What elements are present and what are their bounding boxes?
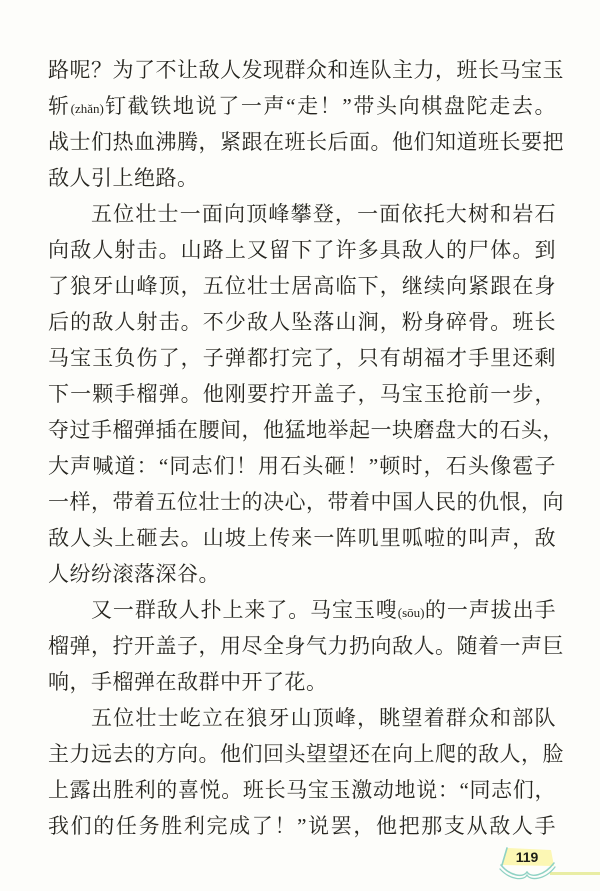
text-segment: 夺过手榴弹插在腰间，他猛地举起一块磨盘大的石头， [48,418,564,442]
text-line [48,376,556,412]
text-segment: 马宝玉负伤了，子弹都打完了，只有胡福才手里还剩 [48,346,556,370]
text-line [48,808,556,844]
text-segment: 向敌人射击。山路上又留下了许多具敌人的尸体。到 [48,238,556,262]
text-line [48,52,564,88]
text-line [48,268,556,304]
text-segment: 响，手榴弹在敌群中开了花。 [48,670,328,694]
text-line [48,88,556,124]
text-segment: 我们的任务胜利完成了！”说罢，他把那支从敌人手 [48,814,556,838]
text-segment: 主力远去的方向。他们回头望望还在向上爬的敌人，脸 [48,742,564,766]
text-segment: 后的敌人射击。不少敌人坠落山涧，粉身碎骨。班长 [48,310,556,334]
text-line [48,628,564,664]
text-segment: 上露出胜利的喜悦。班长马宝玉激动地说：“同志们， [48,778,556,802]
text-line [48,736,564,772]
text-segment: 下一颗手榴弹。他刚要拧开盖子，马宝玉抢前一步， [48,382,556,406]
text-block [48,52,564,844]
text-line [48,700,556,736]
text-line [48,664,556,700]
text-segment: 的一声拔出手 [424,598,556,622]
text-line [48,484,564,520]
text-segment: 五位壮士屹立在狼牙山顶峰，眺望着群众和部队 [91,706,556,730]
text-segment: 敌人头上砸去。山坡上传来一阵叽里呱啦的叫声，敌 [48,526,556,550]
text-segment: 斩 [48,94,71,118]
page-number-badge [497,847,557,883]
text-segment: 五位壮士一面向顶峰攀登，一面依托大树和岩石 [91,202,556,226]
text-line [48,340,556,376]
pinyin-annotation: (zhǎn) [70,101,104,116]
text-line [48,556,556,592]
text-line [48,772,556,808]
text-segment: 人纷纷滚落深谷。 [48,562,220,586]
text-line [48,160,556,196]
text-line [48,412,564,448]
text-line [48,448,556,484]
text-segment: 大声喊道：“同志们！用石头砸！”顿时，石头像雹子 [48,454,556,478]
footer-decoration-line [550,872,600,875]
page-number: 119 [515,849,539,865]
text-line [48,232,556,268]
text-line [48,124,564,160]
text-segment: 路呢？为了不让敌人发现群众和连队主力，班长马宝玉 [48,58,564,82]
pinyin-annotation: (sōu) [397,605,425,620]
text-segment: 战士们热血沸腾，紧跟在班长后面。他们知道班长要把 [48,130,564,154]
text-segment: 钉截铁地说了一声“走！”带头向棋盘陀走去。 [103,94,557,118]
text-line [48,304,556,340]
text-segment: 了狼牙山峰顶，五位壮士居高临下，继续向紧跟在身 [48,274,556,298]
text-line [48,196,556,232]
text-line [48,592,556,628]
text-segment: 榴弹，拧开盖子，用尽全身气力扔向敌人。随着一声巨 [48,634,564,658]
text-segment: 又一群敌人扑上来了。马宝玉嗖 [91,598,398,622]
text-line [48,520,556,556]
text-segment: 敌人引上绝路。 [48,166,199,190]
text-segment: 一样，带着五位壮士的决心，带着中国人民的仇恨，向 [48,490,564,514]
